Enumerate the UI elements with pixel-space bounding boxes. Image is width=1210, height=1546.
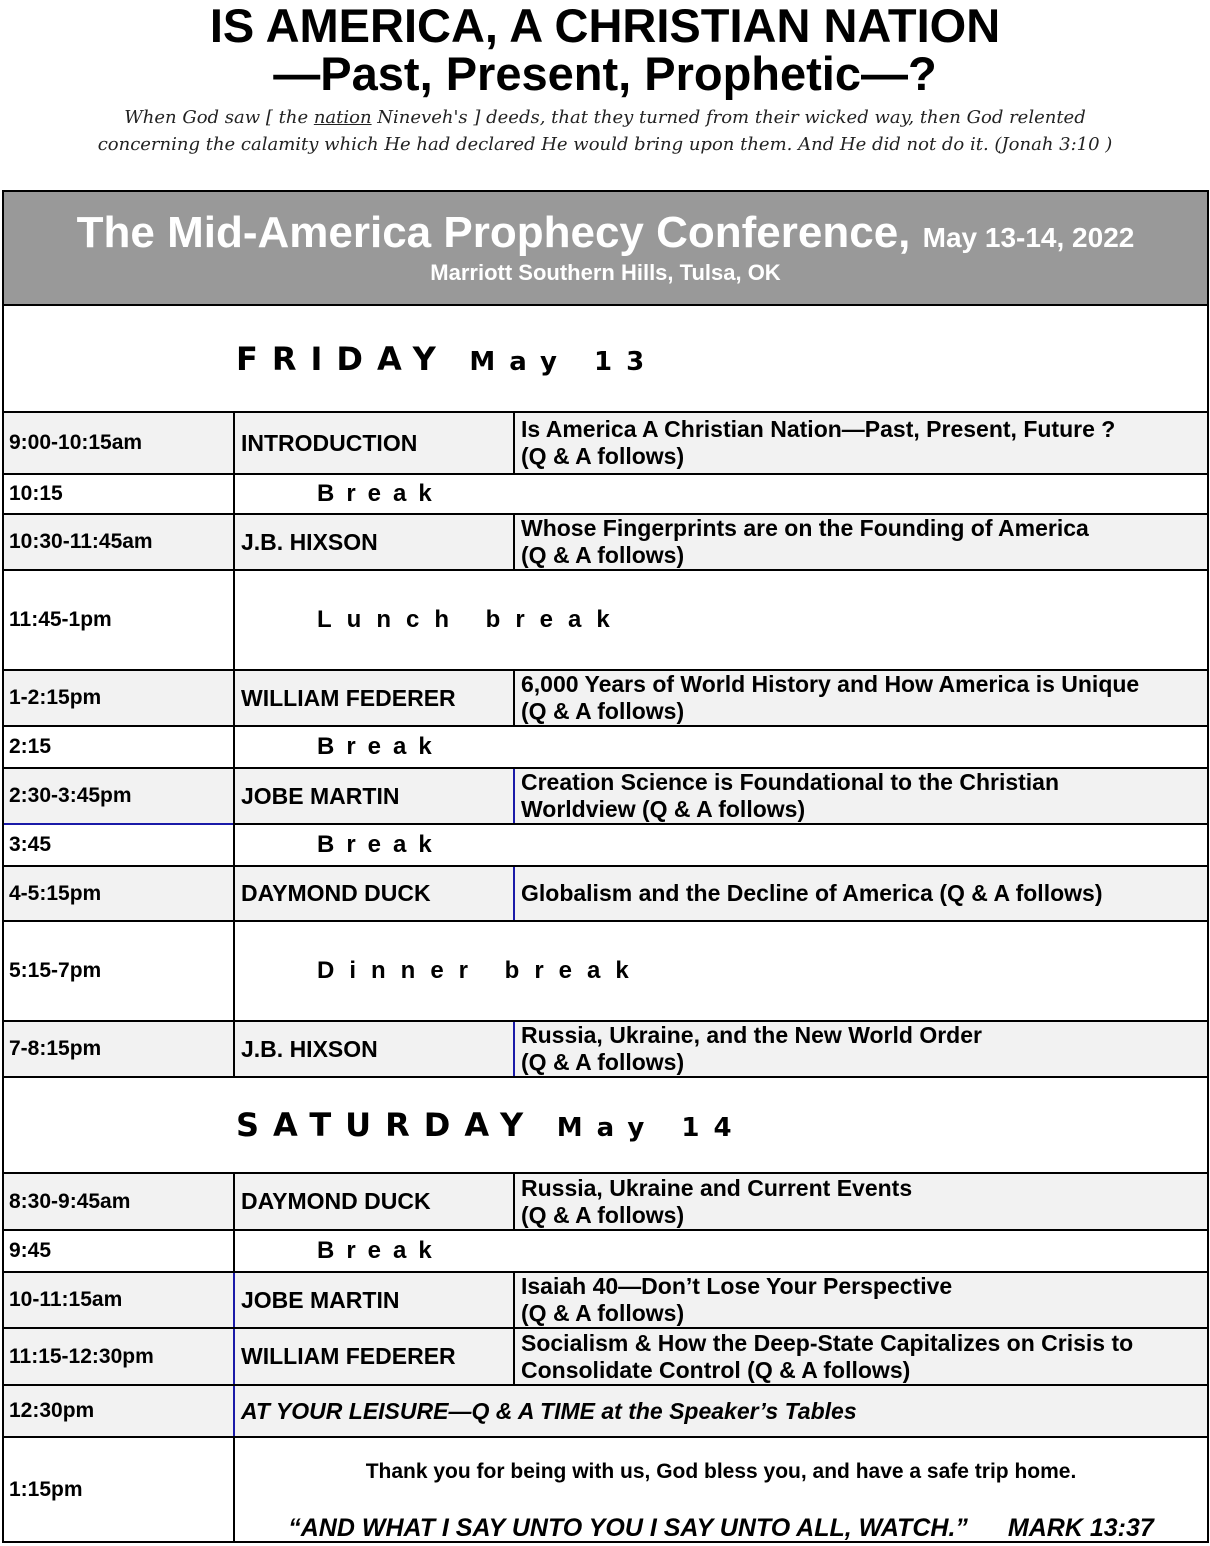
talk-cell: Is America A Christian Nation—Past, Present, Future ? (Q & A follows) <box>513 413 1207 473</box>
break-cell: Break <box>233 825 1207 865</box>
speaker-cell: JOBE MARTIN <box>233 1273 513 1327</box>
time-cell: 1:15pm <box>9 1477 83 1501</box>
speaker-cell: WILLIAM FEDERER <box>233 1329 513 1384</box>
time-cell: 11:45-1pm <box>9 608 112 631</box>
time-cell: 9:45 <box>9 1239 52 1262</box>
verse-line-2: concerning the calamity which He had declared He would bring upon them. And He did not do it. (Jonah 3:10 ) <box>97 134 1113 155</box>
talk-cell: Socialism & How the Deep-State Capitalizes on Crisis to Consolidate Control (Q & A follows) <box>513 1329 1207 1384</box>
speaker-cell: JOBE MARTIN <box>233 769 513 823</box>
time-cell: 12:30pm <box>9 1399 95 1422</box>
table-row <box>4 513 1207 569</box>
talk-cell: Globalism and the Decline of America (Q & A follows) <box>513 867 1207 920</box>
break-row <box>4 1229 1207 1271</box>
talk-cell: Isaiah 40—Don’t Lose Your Perspective (Q & A follows) <box>513 1273 1207 1327</box>
day-name: FRIDAY <box>236 340 450 378</box>
table-row <box>4 1384 1207 1436</box>
break-row <box>4 473 1207 513</box>
time-cell: 3:45 <box>9 833 52 856</box>
conference-banner <box>4 192 1207 306</box>
thank-you-message: Thank you for being with us, God bless you, and have a safe trip home. <box>365 1460 1077 1483</box>
talk-cell: 6,000 Years of World History and How America is Unique (Q & A follows) <box>513 671 1207 725</box>
break-cell: Break <box>233 475 1207 513</box>
table-row <box>4 767 1207 823</box>
verse-part-1: When God saw [ the <box>124 107 314 128</box>
day-header-friday <box>4 306 1207 411</box>
speaker-cell: J.B. HIXSON <box>233 515 513 569</box>
break-row <box>4 569 1207 669</box>
speaker-cell: DAYMOND DUCK <box>233 1174 513 1229</box>
table-row <box>4 865 1207 920</box>
break-cell: Break <box>233 727 1207 767</box>
time-cell: 9:00-10:15am <box>9 431 143 454</box>
day-date: May 13 <box>469 347 659 377</box>
closing-cell <box>233 1438 1207 1541</box>
time-cell: 8:30-9:45am <box>9 1189 131 1213</box>
speaker-cell: J.B. HIXSON <box>233 1022 513 1076</box>
speaker-cell: DAYMOND DUCK <box>233 867 513 920</box>
time-cell: 11:15-12:30pm <box>9 1344 154 1368</box>
table-row <box>4 1172 1207 1229</box>
talk-cell: Russia, Ukraine, and the New World Order (Q & A follows) <box>513 1022 1207 1076</box>
time-cell: 2:30-3:45pm <box>9 784 132 807</box>
verse-underlined-word: nation <box>313 107 372 128</box>
break-row <box>4 823 1207 865</box>
schedule-table <box>2 190 1209 1543</box>
verse-part-2: Nineveh's ] deeds, that they turned from their wicked way, then God relented <box>371 107 1086 128</box>
closing-quote: “AND WHAT I SAY UNTO YOU I SAY UNTO ALL, WATCH.” MARK 13:37 <box>288 1514 1154 1542</box>
day-date: May 14 <box>556 1113 746 1143</box>
title-line-2: —Past, Present, Prophetic—? <box>273 47 937 100</box>
leisure-cell: AT YOUR LEISURE—Q & A TIME at the Speaker’s Tables <box>233 1386 1207 1436</box>
speaker-cell: INTRODUCTION <box>233 413 513 473</box>
talk-cell: Russia, Ukraine and Current Events (Q & A follows) <box>513 1174 1207 1229</box>
day-name: SATURDAY <box>236 1106 538 1144</box>
table-row <box>4 411 1207 473</box>
time-cell: 5:15-7pm <box>9 959 102 982</box>
break-cell: Lunch break <box>233 571 1207 669</box>
break-cell: Break <box>233 1231 1207 1271</box>
table-row <box>4 1271 1207 1327</box>
title-line-1: IS AMERICA, A CHRISTIAN NATION <box>209 0 1001 52</box>
scripture-verse <box>10 104 1200 158</box>
time-cell: 10-11:15am <box>9 1288 123 1311</box>
break-row <box>4 725 1207 767</box>
time-cell: 7-8:15pm <box>9 1037 102 1060</box>
time-cell: 1-2:15pm <box>9 686 102 709</box>
quote-reference: MARK 13:37 <box>1007 1514 1154 1542</box>
table-row <box>4 1327 1207 1384</box>
talk-cell: Creation Science is Foundational to the Christian Worldview (Q & A follows) <box>513 769 1207 823</box>
break-row <box>4 920 1207 1020</box>
day-header-saturday <box>4 1076 1207 1172</box>
closing-row <box>4 1436 1207 1541</box>
time-cell: 10:30-11:45am <box>9 530 153 553</box>
table-row <box>4 1020 1207 1076</box>
conference-date: May 13-14, 2022 <box>922 222 1135 253</box>
time-cell: 4-5:15pm <box>9 881 102 905</box>
page-title <box>0 2 1210 98</box>
table-row <box>4 669 1207 725</box>
time-cell: 2:15 <box>9 735 52 758</box>
talk-cell: Whose Fingerprints are on the Founding of America (Q & A follows) <box>513 515 1207 569</box>
conference-name: The Mid-America Prophecy Conference, <box>76 208 911 257</box>
time-cell: 10:15 <box>9 482 63 505</box>
conference-venue: Marriott Southern Hills, Tulsa, OK <box>430 260 781 285</box>
break-cell: Dinner break <box>233 922 1207 1020</box>
speaker-cell: WILLIAM FEDERER <box>233 671 513 725</box>
